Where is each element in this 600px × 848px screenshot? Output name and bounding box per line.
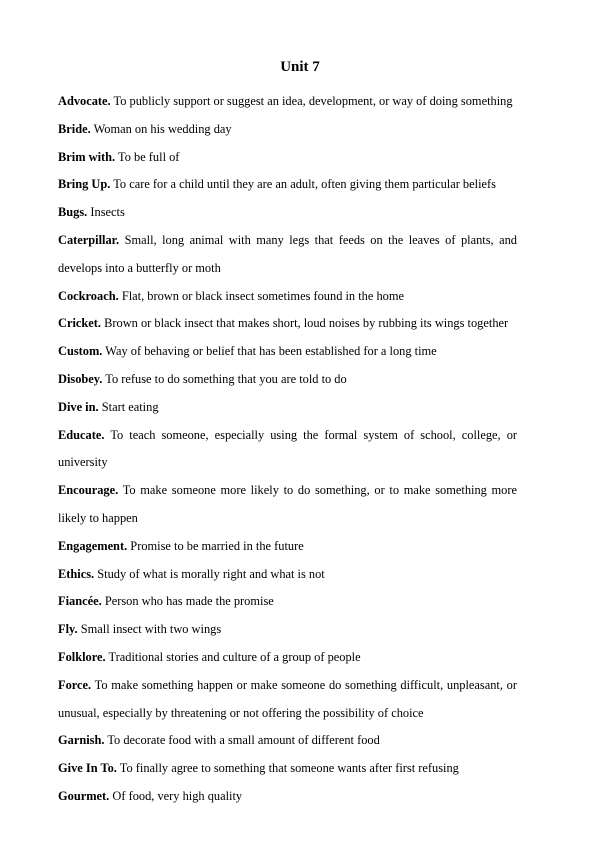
glossary-entry bbox=[58, 88, 517, 116]
glossary-definition: To care for a child until they are an adult, often giving them particular beliefs bbox=[113, 177, 496, 192]
glossary-term: Cricket. bbox=[58, 316, 102, 331]
glossary-definition: To decorate food with a small amount of different food bbox=[107, 733, 380, 748]
glossary-definition: To teach someone, especially using the formal system of school, college, or university bbox=[58, 427, 518, 470]
glossary-entry bbox=[58, 366, 517, 394]
glossary-term: Folklore. bbox=[58, 649, 106, 664]
glossary-term: Bride. bbox=[58, 121, 91, 136]
glossary-entry bbox=[58, 171, 517, 199]
glossary-definition: Flat, brown or black insect sometimes found in the home bbox=[121, 288, 404, 303]
glossary-term: Custom. bbox=[58, 344, 103, 359]
glossary-definition: To make something happen or make someone do something difficult, unpleasant, or unusual, especially by threatening or not offering the possibility of choice bbox=[58, 677, 518, 720]
glossary-definition: To refuse to do something that you are told to do bbox=[105, 371, 347, 386]
glossary-entry bbox=[58, 561, 517, 589]
glossary-entry bbox=[58, 477, 517, 533]
glossary-entry bbox=[58, 616, 517, 644]
glossary-entry bbox=[58, 644, 517, 672]
glossary-definition: Study of what is morally right and what is not bbox=[97, 566, 325, 581]
glossary-definition: Traditional stories and culture of a group of people bbox=[108, 649, 361, 664]
glossary-definition: To publicly support or suggest an idea, development, or way of doing something bbox=[113, 94, 513, 108]
glossary-definition: To make someone more likely to do something, or to make something more likely to happen bbox=[58, 483, 517, 525]
glossary-term: Fly. bbox=[58, 622, 78, 637]
glossary-term: Bugs. bbox=[58, 205, 88, 220]
glossary-definition: To finally agree to something that someone wants after first refusing bbox=[119, 761, 459, 776]
glossary-entry bbox=[58, 394, 517, 422]
glossary-term: Garnish. bbox=[58, 733, 105, 748]
glossary-entry bbox=[58, 588, 517, 616]
glossary-term: Ethics. bbox=[58, 566, 95, 581]
glossary-entry bbox=[58, 422, 517, 478]
glossary-term: Bring Up. bbox=[58, 177, 111, 192]
glossary-entry bbox=[58, 727, 517, 755]
glossary-definition: Promise to be married in the future bbox=[130, 538, 304, 553]
glossary-definition: Woman on his wedding day bbox=[93, 121, 232, 136]
page-title: Unit 7 bbox=[280, 59, 320, 75]
glossary-definition: Brown or black insect that makes short, loud noises by rubbing its wings together bbox=[104, 316, 509, 331]
glossary-list bbox=[58, 88, 517, 811]
glossary-definition: Way of behaving or belief that has been established for a long time bbox=[105, 344, 437, 359]
glossary-entry bbox=[58, 144, 517, 172]
glossary-term: Disobey. bbox=[58, 371, 103, 386]
glossary-term: Educate. bbox=[58, 427, 105, 442]
glossary-entry bbox=[58, 672, 517, 728]
glossary-entry bbox=[58, 283, 517, 311]
glossary-term: Give In To. bbox=[58, 761, 117, 776]
glossary-entry bbox=[58, 227, 517, 283]
glossary-term: Encourage. bbox=[58, 483, 119, 498]
glossary-entry bbox=[58, 338, 517, 366]
glossary-term: Force. bbox=[58, 677, 92, 692]
glossary-entry bbox=[58, 199, 517, 227]
glossary-definition: Small, long animal with many legs that feeds on the leaves of plants, and develops into a butterfly or moth bbox=[58, 232, 517, 275]
glossary-definition: Insects bbox=[90, 205, 125, 220]
glossary-definition: Person who has made the promise bbox=[104, 594, 274, 609]
glossary-entry bbox=[58, 783, 517, 811]
glossary-term: Engagement. bbox=[58, 538, 128, 553]
glossary-term: Caterpillar. bbox=[58, 232, 120, 247]
glossary-term: Gourmet. bbox=[58, 788, 110, 803]
glossary-definition: To be full of bbox=[118, 149, 180, 164]
glossary-entry bbox=[58, 533, 517, 561]
glossary-entry bbox=[58, 310, 517, 338]
glossary-term: Dive in. bbox=[58, 399, 99, 414]
glossary-term: Advocate. bbox=[58, 94, 111, 108]
glossary-term: Brim with. bbox=[58, 149, 116, 164]
glossary-entry bbox=[58, 116, 517, 144]
glossary-definition: Start eating bbox=[101, 399, 159, 414]
glossary-term: Cockroach. bbox=[58, 288, 119, 303]
glossary-entry bbox=[58, 755, 517, 783]
glossary-term: Fiancée. bbox=[58, 594, 102, 609]
glossary-definition: Small insect with two wings bbox=[80, 622, 222, 637]
glossary-definition: Of food, very high quality bbox=[112, 788, 243, 803]
